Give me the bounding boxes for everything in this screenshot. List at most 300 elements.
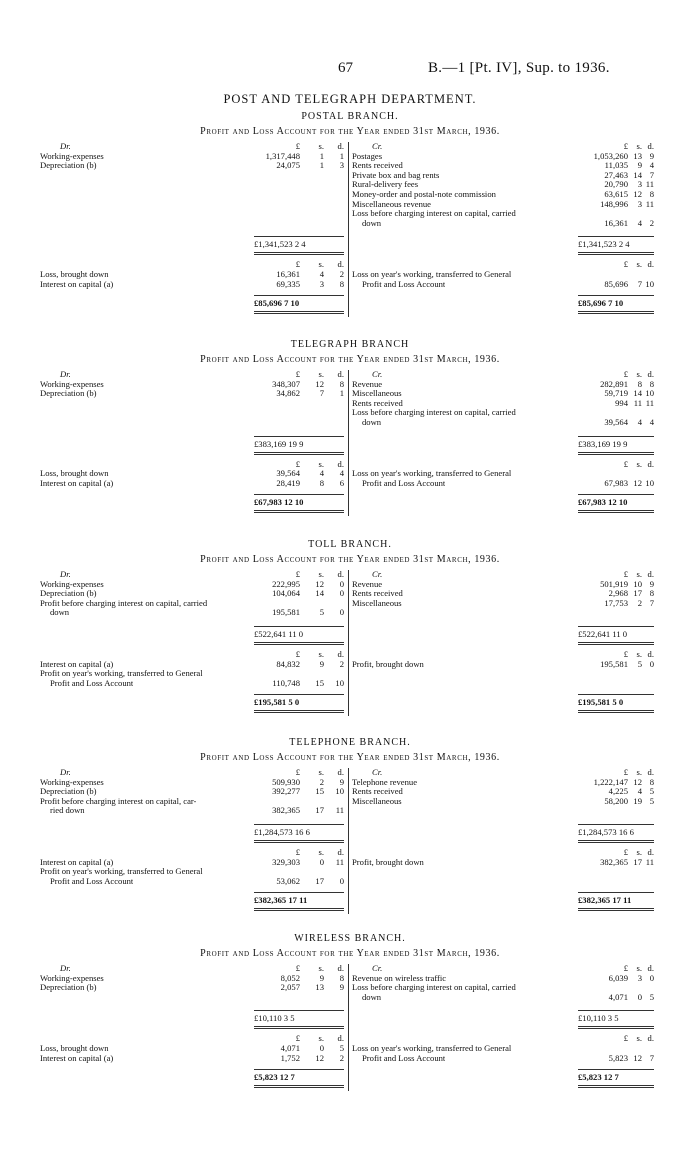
amount-s: 15	[315, 677, 324, 688]
currency-header: d.	[647, 259, 654, 270]
subtotal-rule	[578, 694, 654, 695]
amount-s: 1	[319, 150, 324, 161]
entry-label: Revenue	[352, 579, 383, 589]
amount-s: 5	[637, 658, 642, 669]
amount-pounds: 1,053,260	[593, 150, 628, 161]
subtotal-rule	[254, 436, 344, 437]
amount-d: 8	[339, 278, 344, 289]
branch-name: WIRELESS BRANCH.	[294, 933, 406, 944]
amount-s: 17	[315, 875, 324, 886]
currency-header: £	[295, 569, 300, 579]
currency-header: s.	[318, 963, 324, 973]
amount-pounds: 110,748	[272, 677, 300, 688]
amount-pounds: 8,052	[280, 972, 300, 983]
amount-d: 8	[339, 378, 344, 389]
amount-d: 10	[335, 786, 344, 797]
amount-d: 7	[649, 169, 654, 180]
amount-pounds: 59,719	[604, 388, 628, 399]
amount-s: 12	[315, 378, 324, 389]
currency-header: £	[623, 259, 628, 270]
entry-label: Miscellaneous	[352, 598, 402, 608]
entry-label: Depreciation (b)	[40, 787, 97, 797]
currency-header: s.	[636, 458, 642, 469]
currency-header: d.	[337, 259, 344, 270]
amount-s: 13	[633, 150, 642, 161]
document-reference: B.—1 [Pt. IV], Sup. to 1936.	[428, 60, 610, 76]
amount-pounds: 1,752	[280, 1052, 300, 1063]
amount-d: 10	[645, 278, 654, 289]
amount-pounds: 382,365	[600, 856, 628, 867]
branch-name: POSTAL BRANCH.	[301, 111, 399, 122]
currency-header: s.	[636, 259, 642, 270]
account-total: £10,110 3 5	[254, 1013, 295, 1024]
entry-label: Depreciation (b)	[40, 161, 97, 171]
currency-header: s.	[636, 569, 642, 579]
currency-header: £	[623, 1033, 628, 1044]
entry-label: Loss before charging interest on capital, carried	[352, 983, 516, 993]
entry-label: Miscellaneous	[352, 796, 402, 806]
entry-label-continued: Profit and Loss Account	[50, 678, 134, 688]
entry-label: Interest on capital (a)	[40, 1053, 114, 1063]
subtotal-rule	[254, 236, 344, 237]
currency-header: d.	[647, 649, 654, 659]
amount-d: 8	[649, 189, 654, 199]
currency-header: s.	[636, 767, 642, 777]
amount-pounds: 1,317,448	[265, 150, 300, 161]
amount-s: 14	[633, 169, 642, 180]
amount-pounds: 5,823	[608, 1052, 628, 1063]
amount-d: 0	[339, 588, 344, 599]
amount-pounds: 39,564	[604, 417, 628, 427]
cr-label: Cr.	[372, 141, 383, 151]
currency-header: s.	[636, 141, 642, 151]
subtotal-rule	[578, 236, 654, 237]
branch-section-1	[0, 338, 700, 508]
currency-header: d.	[337, 767, 344, 777]
amount-d: 7	[649, 1052, 654, 1063]
amount-s: 2	[637, 597, 642, 608]
currency-header: d.	[337, 1033, 344, 1044]
amount-d: 0	[339, 875, 344, 886]
amount-s: 7	[637, 278, 642, 289]
currency-header: £	[295, 963, 300, 973]
entry-label: Depreciation (b)	[40, 589, 97, 599]
entry-label: Profit before charging interest on capital, carried	[40, 598, 208, 608]
total-double-rule	[578, 311, 654, 314]
account-total: £67,983 12 10	[254, 497, 304, 508]
amount-s: 11	[633, 397, 642, 408]
amount-pounds: 104,064	[272, 588, 300, 599]
amount-pounds: 4,071	[280, 1043, 300, 1053]
amount-pounds: 282,891	[600, 378, 628, 389]
subtotal-rule	[578, 1069, 654, 1070]
currency-header: £	[295, 141, 300, 151]
currency-header: £	[295, 767, 300, 777]
amount-d: 1	[339, 388, 344, 399]
amount-d: 11	[645, 179, 654, 190]
entry-label: Postages	[352, 151, 383, 161]
amount-s: 9	[319, 972, 324, 983]
amount-pounds: 84,832	[276, 658, 300, 669]
entry-label: Rents received	[352, 787, 403, 797]
column-divider	[348, 142, 349, 317]
currency-header: d.	[647, 767, 654, 777]
amount-d: 11	[335, 856, 344, 867]
entry-label: Interest on capital (a)	[40, 279, 114, 289]
currency-header: s.	[636, 847, 642, 857]
subtotal-rule	[254, 1010, 344, 1011]
subtotal-rule	[254, 295, 344, 296]
entry-label: Depreciation (b)	[40, 983, 97, 993]
currency-header: d.	[337, 847, 344, 857]
total-double-rule	[254, 510, 344, 513]
account-total: £67,983 12 10	[578, 497, 628, 508]
total-double-rule	[254, 311, 344, 314]
currency-header: d.	[337, 569, 344, 579]
currency-header: s.	[318, 369, 324, 379]
currency-header: £	[623, 963, 628, 973]
subtotal-rule	[578, 494, 654, 495]
entry-label: Loss before charging interest on capital, carried	[352, 209, 516, 219]
amount-d: 9	[649, 150, 654, 161]
entry-label: Revenue	[352, 379, 383, 389]
entry-label: Loss on year's working, transferred to General	[352, 270, 512, 279]
amount-d: 5	[339, 1043, 344, 1053]
column-divider	[348, 570, 349, 716]
currency-header: s.	[318, 649, 324, 659]
amount-s: 3	[637, 179, 642, 190]
total-double-rule	[254, 908, 344, 911]
entry-label: Private box and bag rents	[352, 170, 440, 180]
subtotal-rule	[578, 626, 654, 627]
currency-header: s.	[636, 369, 642, 379]
entry-label: Loss, brought down	[40, 469, 109, 479]
column-divider	[348, 964, 349, 1091]
amount-pounds: 195,581	[600, 658, 628, 669]
entry-label-continued: ried down	[50, 806, 85, 816]
branch-section-4	[0, 932, 700, 1083]
amount-s: 5	[319, 607, 324, 618]
dr-label: Dr.	[60, 141, 71, 151]
entry-label: Loss on year's working, transferred to General	[352, 469, 512, 479]
currency-header: d.	[337, 369, 344, 379]
entry-label: Working-expenses	[40, 379, 104, 389]
amount-d: 2	[649, 217, 654, 228]
total-double-rule	[578, 1085, 654, 1088]
amount-s: 12	[633, 776, 642, 787]
entry-label-continued: down	[362, 218, 382, 228]
amount-s: 0	[319, 1043, 324, 1053]
entry-label: Working-expenses	[40, 973, 104, 983]
amount-s: 0	[637, 991, 642, 1002]
currency-header: £	[295, 1033, 300, 1044]
amount-s: 14	[633, 388, 642, 399]
account-total: £383,169 19 9	[254, 438, 304, 449]
amount-s: 7	[319, 388, 324, 399]
amount-d: 2	[339, 269, 344, 279]
amount-d: 2	[339, 1052, 344, 1063]
cr-label: Cr.	[372, 767, 383, 777]
account-total: £5,823 12 7	[254, 1072, 295, 1083]
entry-label: Working-expenses	[40, 579, 104, 589]
amount-d: 1	[339, 150, 344, 161]
entry-label: Profit on year's working, transferred to General	[40, 867, 203, 877]
account-total: £195,581 5 0	[578, 697, 624, 708]
currency-header: £	[623, 458, 628, 469]
amount-pounds: 2,968	[608, 588, 628, 599]
currency-header: £	[623, 767, 628, 777]
amount-s: 17	[633, 856, 642, 867]
entry-label: Rural-delivery fees	[352, 180, 419, 190]
amount-d: 6	[339, 477, 344, 488]
account-subtitle: Profit and Loss Account for the Year ended 31st March, 1936.	[200, 126, 500, 137]
amount-s: 4	[319, 468, 324, 479]
currency-header: d.	[337, 649, 344, 659]
amount-pounds: 509,930	[272, 776, 300, 787]
page-number: 67	[338, 60, 353, 76]
amount-d: 5	[649, 991, 654, 1002]
branch-name: TELEGRAPH BRANCH	[290, 339, 410, 350]
account-total: £382,365 17 11	[254, 895, 308, 906]
amount-d: 5	[649, 786, 654, 797]
total-double-rule	[578, 642, 654, 645]
amount-d: 2	[339, 658, 344, 669]
branch-section-3	[0, 736, 700, 906]
account-total: £382,365 17 11	[578, 895, 632, 906]
account-total: £522,641 11 0	[254, 629, 304, 639]
amount-pounds: 28,419	[276, 477, 300, 488]
amount-pounds: 1,222,147	[593, 776, 628, 787]
entry-label: Loss, brought down	[40, 270, 109, 279]
subtotal-rule	[578, 824, 654, 825]
entry-label-continued: Profit and Loss Account	[362, 1053, 446, 1063]
account-total: £522,641 11 0	[578, 629, 628, 639]
subtotal-rule	[254, 494, 344, 495]
currency-header: d.	[337, 963, 344, 973]
amount-pounds: 16,361	[604, 217, 628, 228]
amount-pounds: 222,995	[272, 578, 300, 589]
page-header	[0, 60, 700, 80]
amount-pounds: 11,035	[604, 160, 628, 171]
currency-header: £	[295, 259, 300, 270]
total-double-rule	[578, 510, 654, 513]
account-total: £1,284,573 16 6	[254, 827, 310, 837]
cr-label: Cr.	[372, 963, 383, 973]
entry-label: Loss, brought down	[40, 1044, 109, 1053]
column-divider	[348, 768, 349, 914]
entry-label: Profit before charging interest on capital, car-	[40, 796, 197, 806]
branch-section-2	[0, 538, 700, 708]
amount-s: 0	[319, 856, 324, 867]
entry-label: Loss before charging interest on capital, carried	[352, 408, 516, 418]
amount-d: 9	[649, 578, 654, 589]
currency-header: d.	[647, 569, 654, 579]
amount-pounds: 85,696	[604, 278, 628, 289]
entry-label-continued: down	[362, 418, 382, 427]
entry-label-continued: down	[50, 608, 70, 618]
account-total: £85,696 7 10	[254, 298, 300, 309]
amount-d: 11	[335, 805, 344, 816]
currency-header: s.	[318, 847, 324, 857]
amount-pounds: 382,365	[272, 805, 300, 816]
cr-label: Cr.	[372, 369, 383, 379]
currency-header: d.	[647, 963, 654, 973]
amount-s: 17	[633, 588, 642, 599]
total-double-rule	[254, 252, 344, 255]
total-double-rule	[578, 908, 654, 911]
amount-pounds: 16,361	[276, 269, 300, 279]
amount-d: 8	[649, 378, 654, 389]
amount-s: 17	[315, 805, 324, 816]
amount-d: 10	[645, 477, 654, 488]
amount-pounds: 4,225	[608, 786, 628, 797]
currency-header: £	[295, 847, 300, 857]
amount-d: 4	[649, 417, 654, 427]
currency-header: £	[623, 569, 628, 579]
amount-d: 9	[339, 776, 344, 787]
subtotal-rule	[578, 436, 654, 437]
subtotal-rule	[254, 626, 344, 627]
amount-pounds: 17,753	[604, 597, 628, 608]
total-double-rule	[254, 710, 344, 713]
account-total: £1,284,573 16 6	[578, 827, 634, 837]
entry-label: Miscellaneous	[352, 389, 402, 399]
amount-pounds: 58,200	[604, 795, 628, 806]
account-total: £10,110 3 5	[578, 1013, 619, 1024]
currency-header: s.	[636, 1033, 642, 1044]
dr-label: Dr.	[60, 569, 71, 579]
currency-header: s.	[318, 569, 324, 579]
account-total: £85,696 7 10	[578, 298, 624, 309]
amount-s: 9	[637, 160, 642, 171]
amount-pounds: 20,790	[604, 179, 628, 190]
amount-d: 3	[339, 160, 344, 171]
amount-pounds: 329,303	[272, 856, 300, 867]
entry-label: Loss on year's working, transferred to General	[352, 1044, 512, 1053]
amount-s: 9	[319, 658, 324, 669]
amount-s: 3	[637, 198, 642, 209]
amount-s: 10	[633, 578, 642, 589]
amount-pounds: 39,564	[276, 468, 300, 479]
subtotal-rule	[254, 1069, 344, 1070]
entry-label: Interest on capital (a)	[40, 857, 114, 867]
entry-label: Rents received	[352, 589, 403, 599]
amount-pounds: 24,075	[276, 160, 300, 171]
amount-d: 4	[339, 468, 344, 479]
currency-header: s.	[318, 141, 324, 151]
branch-section-0	[0, 110, 700, 309]
currency-header: £	[623, 847, 628, 857]
dr-label: Dr.	[60, 369, 71, 379]
amount-s: 12	[633, 1052, 642, 1063]
amount-s: 12	[633, 477, 642, 488]
column-divider	[348, 370, 349, 516]
currency-header: d.	[647, 141, 654, 151]
amount-pounds: 348,307	[272, 378, 300, 389]
currency-header: s.	[318, 1033, 324, 1044]
entry-label: Interest on capital (a)	[40, 659, 114, 669]
amount-s: 12	[315, 578, 324, 589]
amount-d: 0	[649, 658, 654, 669]
dr-label: Dr.	[60, 963, 71, 973]
currency-header: d.	[647, 1033, 654, 1044]
total-double-rule	[578, 840, 654, 843]
entry-label: Profit, brought down	[352, 857, 424, 867]
total-double-rule	[578, 452, 654, 455]
amount-s: 15	[315, 786, 324, 797]
entry-label-continued: Profit and Loss Account	[362, 478, 446, 488]
account-total: £1,341,523 2 4	[254, 239, 306, 250]
account-total: £383,169 19 9	[578, 438, 628, 449]
amount-s: 8	[637, 378, 642, 389]
subtotal-rule	[254, 892, 344, 893]
amount-s: 14	[315, 588, 324, 599]
account-total: £195,581 5 0	[254, 697, 300, 708]
amount-s: 12	[315, 1052, 324, 1063]
entry-label: Rents received	[352, 161, 403, 171]
currency-header: d.	[647, 369, 654, 379]
entry-label: Interest on capital (a)	[40, 478, 114, 488]
currency-header: £	[623, 649, 628, 659]
amount-pounds: 69,335	[276, 278, 300, 289]
entry-label: Money-order and postal-note commission	[352, 190, 496, 199]
account-subtitle: Profit and Loss Account for the Year ended 31st March, 1936.	[200, 354, 500, 365]
entry-label-continued: down	[362, 992, 382, 1002]
currency-header: £	[623, 369, 628, 379]
amount-pounds: 63,615	[604, 189, 628, 199]
amount-d: 11	[645, 397, 654, 408]
amount-s: 19	[633, 795, 642, 806]
account-subtitle: Profit and Loss Account for the Year ended 31st March, 1936.	[200, 752, 500, 763]
branch-name: TELEPHONE BRANCH.	[289, 737, 411, 748]
currency-header: £	[295, 458, 300, 469]
amount-s: 13	[315, 982, 324, 993]
total-double-rule	[578, 710, 654, 713]
entry-label: Profit, brought down	[352, 659, 424, 669]
amount-pounds: 148,996	[600, 198, 628, 209]
amount-d: 8	[339, 972, 344, 983]
amount-d: 7	[649, 597, 654, 608]
amount-pounds: 34,862	[276, 388, 300, 399]
entry-label-continued: Profit and Loss Account	[50, 876, 134, 886]
amount-pounds: 6,039	[608, 972, 628, 983]
entry-label: Depreciation (b)	[40, 389, 97, 399]
subtotal-rule	[578, 892, 654, 893]
currency-header: £	[623, 141, 628, 151]
currency-header: s.	[318, 767, 324, 777]
entry-label: Working-expenses	[40, 151, 104, 161]
currency-header: £	[295, 369, 300, 379]
total-double-rule	[578, 252, 654, 255]
account-total: £1,341,523 2 4	[578, 239, 630, 250]
subtotal-rule	[254, 694, 344, 695]
amount-s: 2	[319, 776, 324, 787]
entry-label-continued: Profit and Loss Account	[362, 279, 446, 289]
amount-pounds: 67,983	[604, 477, 628, 488]
currency-header: d.	[647, 847, 654, 857]
subtotal-rule	[578, 295, 654, 296]
amount-s: 12	[633, 189, 642, 199]
entry-label: Rents received	[352, 398, 403, 408]
amount-s: 1	[319, 160, 324, 171]
entry-label: Profit on year's working, transferred to General	[40, 669, 203, 679]
subtotal-rule	[578, 1010, 654, 1011]
currency-header: s.	[318, 458, 324, 469]
amount-d: 9	[339, 982, 344, 993]
amount-d: 0	[339, 578, 344, 589]
amount-pounds: 53,062	[276, 875, 300, 886]
amount-s: 4	[637, 417, 642, 427]
